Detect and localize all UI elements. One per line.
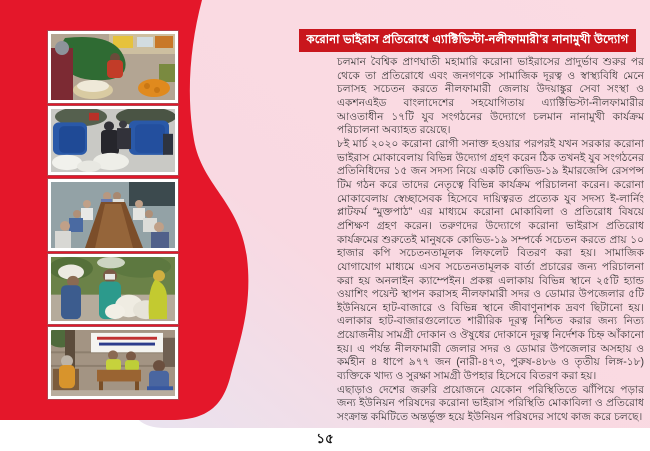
photo-outdoor-desk <box>48 327 178 399</box>
article-body <box>337 56 644 425</box>
relief-distribution-image <box>51 257 175 321</box>
photo-meeting <box>48 179 178 251</box>
page-number: ১৫ <box>316 431 334 446</box>
meeting-image <box>51 182 175 248</box>
paragraph-3: এছাড়াও দেশের জরুরি প্রয়োজনে যেকোন পরিস্থিতিতে ঝাঁপিয়ে পড়ার জন্য ইউনিয়ন পরিষদের করোনা ভাইরাস পরিস্থিতি মোকাবিলা ও প্রতিরোধ সংক্রান্ত কমিটিতে অন্তর্ভুক্ত হয়ে ইউনিয়ন পরিষদের সাথে কাজ করে চলছে। <box>337 383 644 424</box>
photo-market-scene <box>48 31 178 103</box>
outdoor-desk-image <box>51 330 175 396</box>
photo-relief-distribution <box>48 254 178 324</box>
article-title-bar <box>299 29 636 52</box>
photo-handwashing-points <box>48 106 178 175</box>
paragraph-1: চলমান বৈশ্বিক প্রাণঘাতী মহামারি করোনা ভাইরাসের প্রাদুর্ভাব শুরুর পর থেকে তা প্রতিরোধে এবং জনগণকে সামাজিক দূরত্ব ও স্বাস্থ্যবিধি মেনে চলাসহ সচেতন করতে নীলফামারী জেলায় উদয়াঙ্কুর সেবা সংস্থা ও একশনএইড বাংলাদেশের সহযোগিতায় এ্যাক্টিভিস্টা-নীলফামারীর আওতাধীন ১৭টি যুব সংগঠনের উদ্যোগে চলমান নানামুখী কার্যক্রম পরিচালনা অব্যাহত রয়েছে। <box>337 56 644 137</box>
handwashing-points-image <box>51 109 175 172</box>
article-title: করোনা ভাইরাস প্রতিরোধে এ্যাক্টিভিস্টা-নলীফামারী'র নানামুখী উদ্যোগ <box>306 34 629 46</box>
paragraph-2: ৮ই মার্চ ২০২০ করোনা রোগী সনাক্ত হওয়ার পরপরই যখন সরকার করোনা ভাইরাস মোকাবেলায় বিভিন্ন উদ্যোগ গ্রহণ করেন ঠিক তখনই যুব সংগঠনের প্রতিনিধিদের ১৫ জন সদস্য নিয়ে একটি কোভিড-১৯ ইমারজেন্সি রেসপন্স টিম গঠন করে তাদের নেতৃত্বে বিভিন্ন কার্যক্রম পরিচালনা করেন। করোনা মোকাবেলায় স্বেচ্ছাসেবক হিসেবে দায়িত্বরত প্রত্যেক যুব সদস্য ই-লার্নিং প্লাটফর্ম “মুক্তপাঠ” এর মাধ্যমে করোনা মোকাবিলা ও প্রতিরোধ বিষয়ে প্রশিক্ষণ গ্রহণ করেন। তরুণদের উদ্যোগে করোনা ভাইরাস প্রতিরোধ কার্যক্রমের শুরুতেই মানুষকে কোভিড-১৯ সম্পর্কে সচেতন করতে প্রায় ১০ হাজার কপি সচেতনতামূলক লিফলেট বিতরণ করা হয়। সামাজিক যোগাযোগ মাধ্যমে এসব সচেতনতামূলক বার্তা প্রচারের জন্য পরিচালনা করা হয় অনলাইন ক্যাম্পেইন। প্রকল্প এলাকায় বিভিন্ন স্থানে ২৫টি হ্যান্ড ওয়াশিং পয়েন্ট স্থাপন করাসহ নীলফামারী সদর ও ডোমার উপজেলার ৫টি ইউনিয়নে হাট-বাজারে ও বিভিন্ন স্থানে জীবাণুনাশক দ্রবণ ছিটানো হয়। এলাকার হাট-বাজারগুলোতে শারীরিক দূরত্ব নিশ্চিত করার জন্য নিত্য প্রয়োজনীয় সামগ্রী দোকান ও ঔষুধের দোকানে দূরত্ব নির্দেশক চিহ্ন আঁকানো হয়। এ পর্যন্ত নীলফামারী জেলার সদর ও ডোমার উপজেলার অসহায় ও কর্মহীন ৪ ধাপে ৯৭৭ জন (নারী-৪৭৩, পুরুষ-৪৮৬ ও তৃতীয় লিঙ্গ-১৮) ব্যক্তিকে খাদ্য ও সুরক্ষা সামগ্রী উপহার হিসেবে বিতরণ করা হয়। <box>337 137 644 383</box>
market-scene-image <box>51 34 175 100</box>
